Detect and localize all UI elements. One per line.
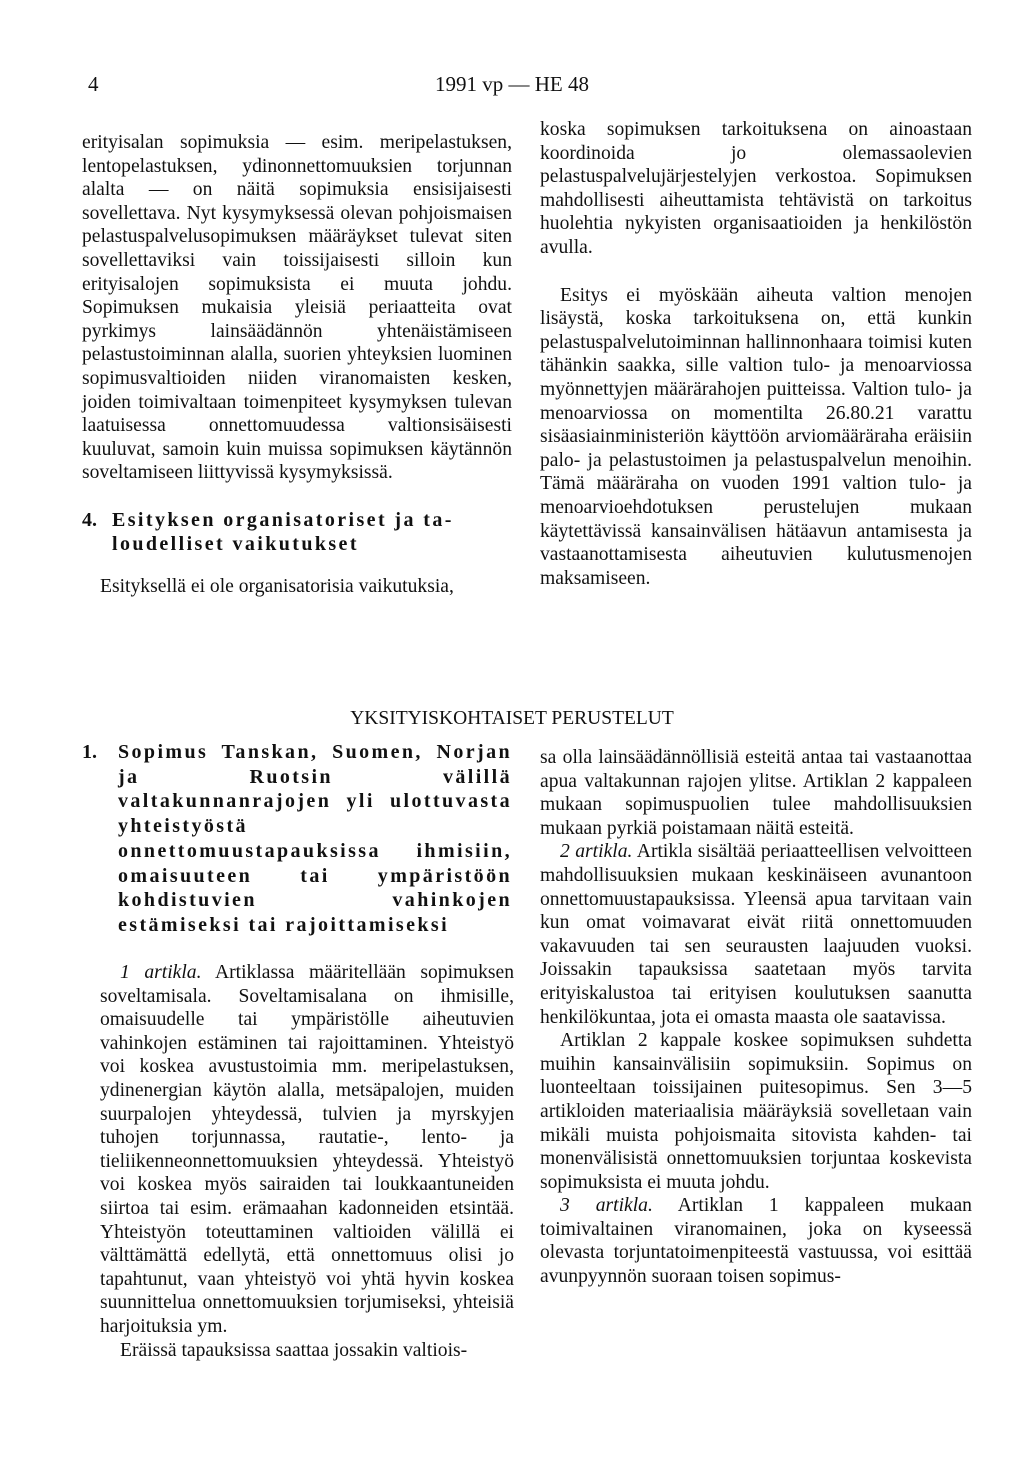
paragraph: erityisalan sopimuksia — esim. meripelastuksen, lentopelastuksen, ydinonnettomuuksien torjunnan alalta — on näitä sopimuksia ensisijaisesti sovellettava. Nyt kysymyksessä olevan pohjoismaisen pelastuspalvelusopimuksen määräykset tulevat siten sovellettaviksi vain toissijaisesti silloin kun erityisalojen sopimuksista ei muuta johdu. Sopimuksen mukaisia yleisiä periaatteita ovat pyrkimys lainsäädännön yhtenäistämiseen pelastustoiminnan alalla, suorien yhteyksien luominen sopimusvaltioiden niiden viranomaisten kesken, joiden toimivaltaan toimenpiteet kysymyksen tulevan laatuisessa onnettomuudessa valtionsisäisesti kuuluvat, samoin kuin muissa sopimuksen käytännön soveltamiseen liittyvissä kysymyksissä. (82, 132, 512, 484)
agreement-heading (82, 740, 512, 938)
article-2-text: Artikla sisältää periaatteellisen velvoitteen mahdollisuuksien mukaan keskinäiseen avunantoon onnettomuustapauksissa. Yleensä apua tarvitaan vain kun omat voimavarat eivät riitä onnettomuuden vakavuuden tai sen seurausten laajuuden vuoksi. Joissakin tapauksissa saatetaan myös tarvita erityiskalustoa tai erityisen koulutuksen saanutta henkilökuntaa, jota ei omasta maasta ole saatavissa. (540, 841, 972, 1028)
page-number: 4 (88, 72, 99, 96)
agreement-number: 1. (82, 741, 97, 763)
article-1-label: 1 artikla. (120, 962, 202, 983)
article-3-paragraph (540, 1194, 972, 1288)
detail-heading: YKSITYISKOHTAISET PERUSTELUT (350, 708, 674, 729)
paragraph: koska sopimuksen tarkoituksena on ainoastaan koordinoida jo olemassaolevien pelastuspalvelujärjestelyjen verkostoa. Sopimuksen mahdollisesti aiheuttamista tehtävistä on tarkoitus huolehtia nykyisten organisaatioiden ja henkilöstön avulla. (540, 119, 972, 258)
section-title-line2: loudelliset vaikutukset (112, 533, 359, 555)
left-column-bottom (100, 961, 514, 1362)
article-2-label: 2 artikla. (560, 841, 633, 863)
section-title-line1: Esityksen organisatoriset ja ta- (112, 509, 454, 531)
article-2-paragraph (540, 840, 972, 1029)
section-4-body: Esityksellä ei ole organisatorisia vaikutuksia, (100, 576, 454, 597)
right-column-top (540, 118, 972, 590)
page-header-title: 1991 vp — HE 48 (435, 72, 589, 96)
paragraph: sa olla lainsäädännöllisiä esteitä antaa tai vastaanottaa apua valtakunnan rajojen ylitse. Artiklan 2 kappaleen mukaan sopimuspuolien tulee mahdollisuuksien mukaan pyrkiä poistamaan näitä esteitä. (540, 747, 972, 839)
article-3-label: 3 artikla. (560, 1195, 653, 1217)
paragraph: Artiklan 2 kappale koskee sopimuksen suhdetta muihin kansainvälisiin sopimuksiin. Sopimus on luonteeltaan toissijainen puitesopimus. Sen 3—5 artikloiden materiaalisia määräyksiä sovelletaan vain mikäli muista pohjoismaita sitovista kahden- tai monenvälisistä onnettomuuksien torjuntaa koskevista sopimuksista ei muuta johdu. (540, 1030, 972, 1193)
article-3-text: Artiklan 1 kappaleen mukaan toimivaltainen viranomainen, joka on kyseessä olevasta torjuntatoimenpiteestä vastuussa, voi esittää avunpyynnön suoraan toisen sopimus- (540, 1195, 972, 1288)
article-1-text: Artiklassa määritellään sopimuksen soveltamisala. Soveltamisalana on ihmisille, omaisuudelle tai ympäristölle aiheutuvien vahinkojen estäminen tai rajoittaminen. Yhteistyö voi koskea avustustoimia mm. meripelastuksen, ydinenergian käytön alalla, metsäpalojen, muiden suurpalojen yhteydessä, tulvien ja myrskyjen tuhojen torjunnassa, rautatie-, lento- ja tieliikenneonnettomuuksien yhteydessä. Yhteistyö voi koskea myös sairaiden tai loukkaantuneiden siirtoa tai esim. erämaahan kadonneiden etsintää. Yhteistyön toteuttaminen valtioiden välillä ei välttämättä edellytä, että onnettomuus olisi jo tapahtunut, vaan yhteistyö voi yhtä hyvin koskea suunnittelua onnettomuuksien torjumiseksi, yhteisiä harjoituksia ym. (100, 962, 515, 1337)
paragraph: Eräissä tapauksissa saattaa jossakin valtiois- (120, 1339, 468, 1361)
left-column-top (82, 131, 512, 485)
section-4-heading (82, 508, 512, 556)
paragraph: Esitys ei myöskään aiheuta valtion menojen lisäystä, koska tarkoituksena on, että kunkin pelastuspalvelutoiminnan hallinnonhaara toimisi kuten tähänkin saakka, sille valtion tulo- ja menoarviossa myönnettyjen määrärahojen puitteissa. Valtion tulo- ja menoarviossa on momentilta 26.80.21 varattu sisäasiainministeriön käyttöön arviomääräraha eräisiin palo- ja pelastustoimen ja pelastuspalvelun menoihin. Tämä määräraha on vuoden 1991 valtion tulo- ja menoarvioehdotuksen perustelujen mukaan käytettävissä kansainvälisen hätäavun antamisesta ja vastaanottamisesta aiheutuvien kulutusmenojen maksamiseen. (540, 284, 972, 589)
right-column-bottom (540, 746, 972, 1289)
agreement-title: Sopimus Tanskan, Suomen, Norjan ja Ruotsin välillä valtakunnanrajojen yli ulottuvasta yhteistyöstä onnettomuustapauksissa ihmisiin, omaisuuteen tai ympäristöön kohdistuvien vahinkojen estämiseksi tai rajoittamiseksi (118, 741, 512, 936)
section-number: 4. (82, 509, 97, 531)
article-1-paragraph (100, 961, 514, 1339)
